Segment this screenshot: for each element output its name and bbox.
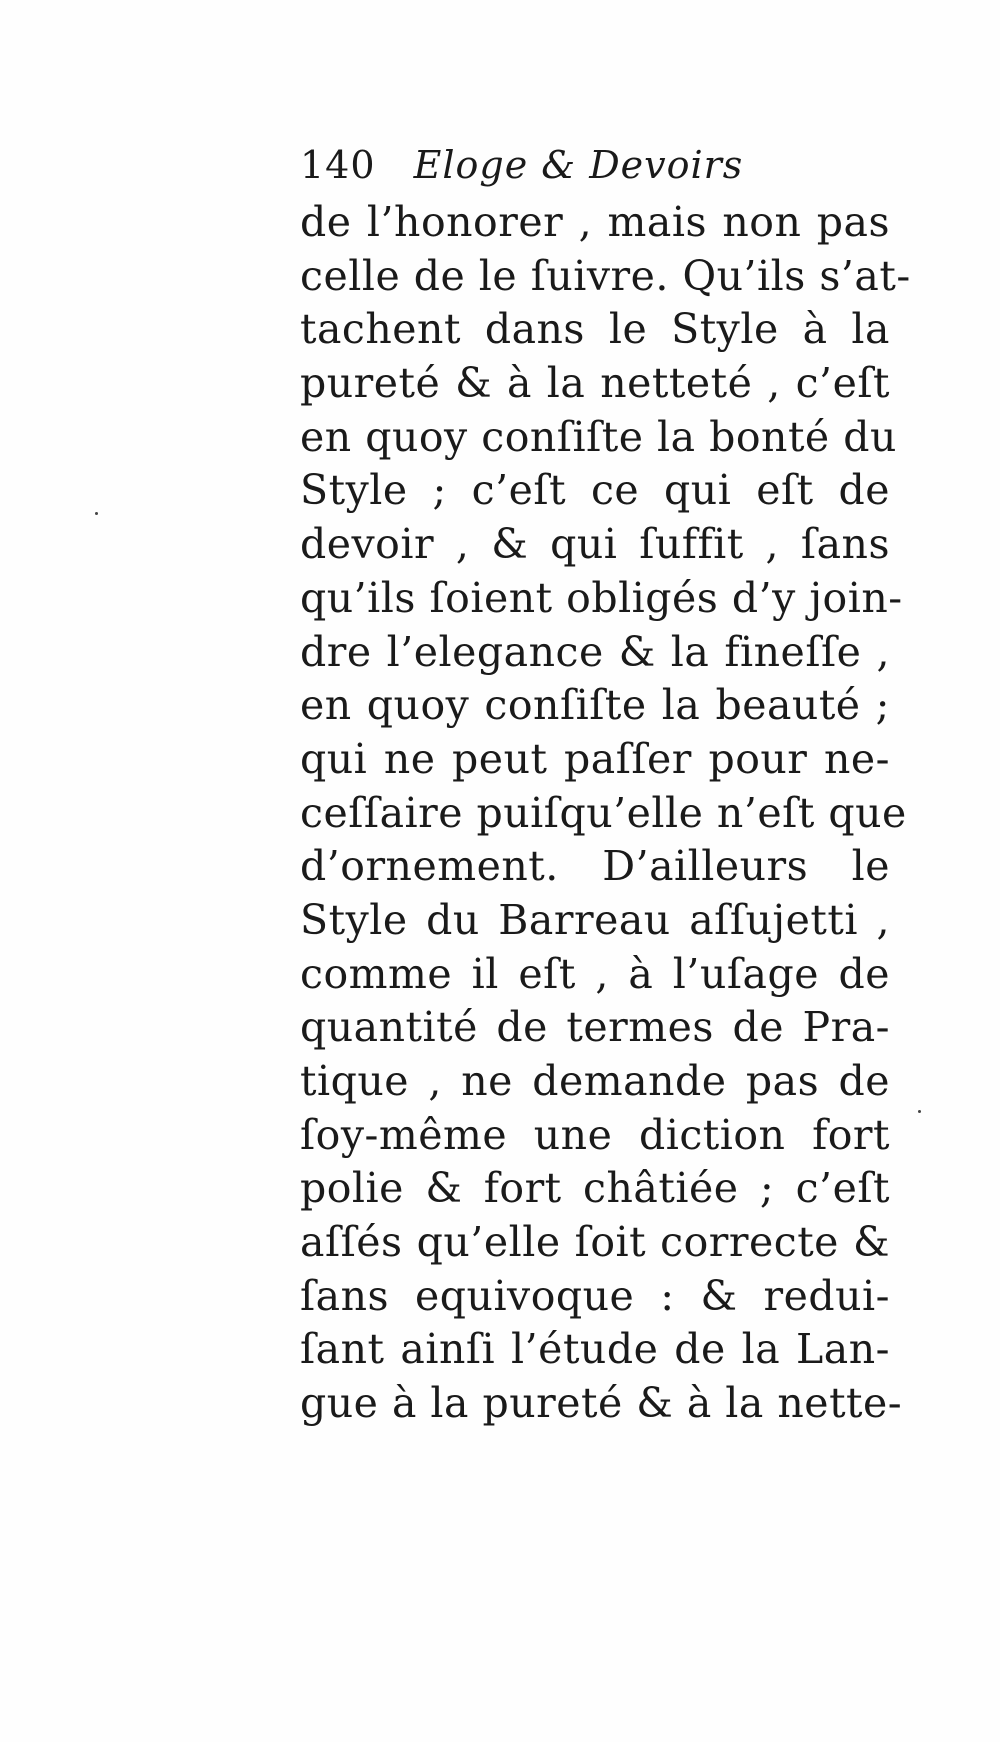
- text-line: tachent dans le Style à la: [300, 305, 890, 354]
- text-line: devoir , & qui ſuffit , ſans: [300, 520, 890, 569]
- text-line: d’ornement. D’ailleurs le: [300, 842, 890, 891]
- text-line: comme il eſt , à l’uſage de: [300, 949, 890, 998]
- text-line: quantité de termes de Pra-: [300, 1003, 890, 1052]
- text-line: en quoy conſiſte la beauté ;: [300, 681, 890, 730]
- text-line: polie & fort châtiée ; c’eſt: [300, 1164, 890, 1213]
- text-line: de l’honorer , mais non pas: [300, 198, 890, 246]
- text-line: ſoy-même une diction fort: [300, 1110, 890, 1159]
- text-line: dre l’elegance & la fineſſe ,: [300, 627, 890, 676]
- running-header: [300, 140, 800, 190]
- text-line: ceſſaire puiſqu’elle n’eſt que: [300, 788, 907, 837]
- text-line: aſſés qu’elle ſoit correcte &: [300, 1218, 890, 1267]
- text-line: gue à la pureté & à la nette-: [300, 1379, 903, 1428]
- text-line: Style du Barreau aſſujetti ,: [300, 895, 890, 944]
- ink-speck: [95, 512, 98, 515]
- body-text: [300, 196, 911, 1431]
- text-line: pureté & à la netteté , c’eſt: [300, 359, 890, 408]
- text-line: qu’ils ſoient obligés d’y join-: [300, 573, 903, 622]
- text-line: en quoy conſiſte la bonté du: [300, 412, 897, 461]
- text-line: ſans equivoque : & redui-: [300, 1271, 890, 1320]
- text-line: qui ne peut paſſer pour ne-: [300, 734, 890, 783]
- page-number: 140: [300, 143, 376, 187]
- ink-speck: [918, 1110, 921, 1113]
- text-line: tique , ne demande pas de: [300, 1057, 890, 1105]
- text-line: Style ; c’eſt ce qui eſt de: [300, 466, 890, 515]
- text-line: ſant ainſi l’étude de la Lan-: [300, 1325, 890, 1374]
- text-line: celle de le ſuivre. Qu’ils s’at-: [300, 251, 911, 300]
- running-title: Eloge & Devoirs: [413, 143, 744, 187]
